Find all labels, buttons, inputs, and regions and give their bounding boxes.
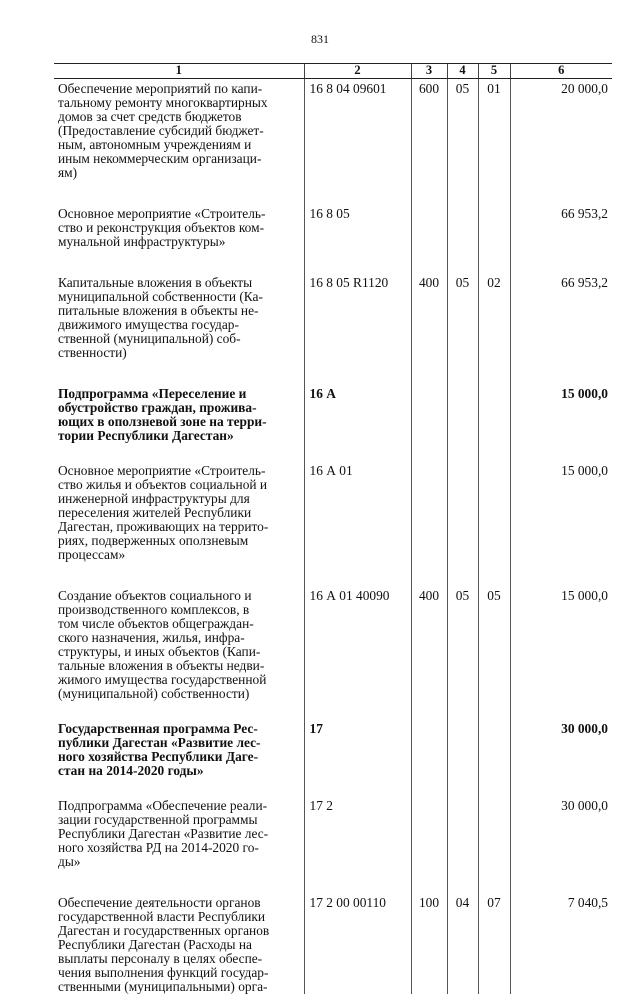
table-row [54,796,612,893]
column-header: 5 [478,64,510,79]
target-code: 17 2 00 00110 [304,893,411,994]
table-row [54,79,612,205]
section-code [447,719,478,796]
amount: 66 953,2 [510,204,612,273]
section-code [447,461,478,586]
expense-type: 400 [411,273,447,384]
item-name: Создание объектов социального и производственного комплексов, в том числе объектов общеграждан- ского назначения, жилья, инфра- структуры, и иных объектов (Капи- тальные вложения в объекты недви- жимого имущества государственной (муниципальной) собственности) [54,586,304,719]
target-code: 16 8 05 R1120 [304,273,411,384]
target-code: 16 А [304,384,411,461]
target-code: 16 А 01 [304,461,411,586]
column-header: 2 [304,64,411,79]
table-row [54,384,612,461]
amount: 20 000,0 [510,79,612,205]
page-number: 831 [0,32,640,47]
subsection-code [478,204,510,273]
subsection-code: 02 [478,273,510,384]
column-header: 4 [447,64,478,79]
amount: 7 040,5 [510,893,612,994]
amount: 66 953,2 [510,273,612,384]
expense-type [411,461,447,586]
section-code [447,384,478,461]
item-name: Капитальные вложения в объекты муниципальной собственности (Ка- питальные вложения в объекты не- движимого имущества государ- ственной (муниципальной) соб- ственности) [54,273,304,384]
table-row [54,204,612,273]
table-body [54,79,612,994]
table-row [54,586,612,719]
section-code [447,204,478,273]
expense-type: 600 [411,79,447,205]
amount: 15 000,0 [510,384,612,461]
section-code: 05 [447,586,478,719]
section-code: 04 [447,893,478,994]
budget-table [54,63,612,994]
target-code: 17 [304,719,411,796]
item-name: Государственная программа Рес- публики Дагестан «Развитие лес- ного хозяйства Республики Даге- стан на 2014-2020 годы» [54,719,304,796]
column-header: 3 [411,64,447,79]
subsection-code [478,461,510,586]
target-code: 16 8 05 [304,204,411,273]
target-code: 16 8 04 09601 [304,79,411,205]
expense-type: 100 [411,893,447,994]
table-row [54,273,612,384]
item-name: Подпрограмма «Обеспечение реали- зации государственной программы Республики Дагестан «Развитие лес- ного хозяйства РД на 2014-2020 го- ды» [54,796,304,893]
item-name: Подпрограмма «Переселение и обустройство граждан, прожива- ющих в оползневой зоне на терри- тории Республики Дагестан» [54,384,304,461]
target-code: 17 2 [304,796,411,893]
section-code: 05 [447,79,478,205]
column-header: 1 [54,64,304,79]
subsection-code: 01 [478,79,510,205]
expense-type [411,796,447,893]
expense-type [411,204,447,273]
target-code: 16 А 01 40090 [304,586,411,719]
header-row [54,64,612,79]
amount: 15 000,0 [510,461,612,586]
item-name: Основное мероприятие «Строитель- ство жилья и объектов социальной и инженерной инфраструктуры для переселения жителей Республики Дагестан, проживающих на террито- риях, подверженных оползневым процессам» [54,461,304,586]
item-name: Обеспечение деятельности органов государственной власти Республики Дагестан и государственных органов Республики Дагестан (Расходы на выплаты персоналу в целях обеспе- чения выполнения функций государ- ственными (муниципальными) орга- [54,893,304,994]
amount: 30 000,0 [510,796,612,893]
subsection-code [478,796,510,893]
item-name: Обеспечение мероприятий по капи- тальному ремонту многоквартирных домов за счет средств бюджетов (Предоставление субсидий бюджет- ным, автономным учреждениям и иным некоммерческим организаци- ям) [54,79,304,205]
table-row [54,719,612,796]
expense-type [411,384,447,461]
subsection-code [478,719,510,796]
expense-type: 400 [411,586,447,719]
subsection-code: 05 [478,586,510,719]
subsection-code: 07 [478,893,510,994]
table-row [54,461,612,586]
section-code: 05 [447,273,478,384]
section-code [447,796,478,893]
subsection-code [478,384,510,461]
expense-type [411,719,447,796]
table-row [54,893,612,994]
column-header: 6 [510,64,612,79]
item-name: Основное мероприятие «Строитель- ство и реконструкция объектов ком- мунальной инфраструктуры» [54,204,304,273]
amount: 30 000,0 [510,719,612,796]
amount: 15 000,0 [510,586,612,719]
